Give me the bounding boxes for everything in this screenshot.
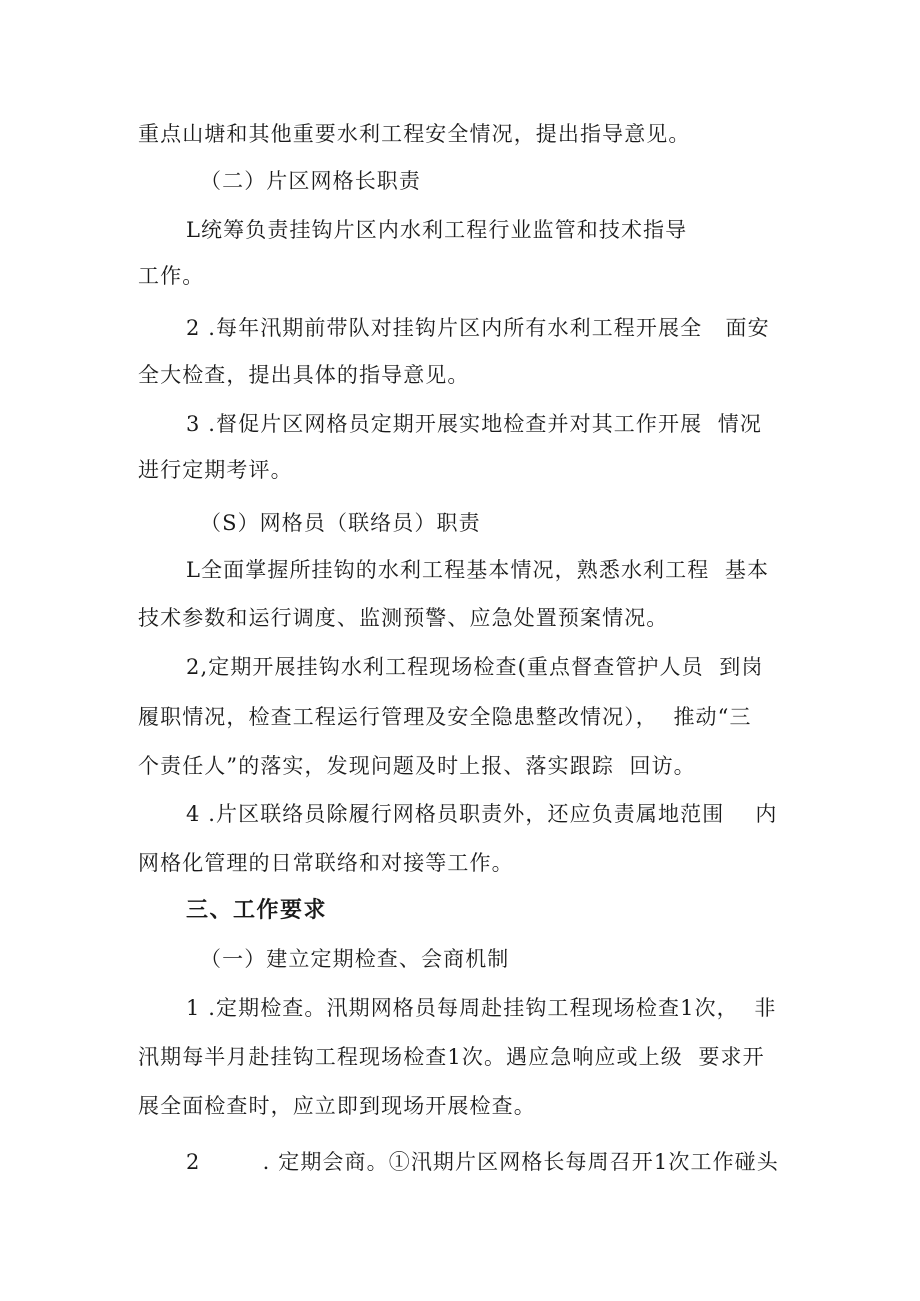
section-heading: 三、工作要求	[186, 898, 328, 923]
paragraph-line: 2 . 定期会商。①汛期片区网格长每周召开1次工作碰头	[186, 1150, 779, 1174]
section-subheading: （一）建立定期检查、会商机制	[200, 947, 510, 971]
paragraph-line: 全大检查，提出具体的指导意见。	[138, 363, 470, 387]
paragraph-line: 个责任人”的落实，发现问题及时上报、落实跟踪 回访。	[138, 754, 696, 778]
paragraph-line: 重点山塘和其他重要水利工程安全情况，提出指导意见。	[138, 122, 691, 146]
paragraph-line: 工作。	[138, 264, 205, 288]
paragraph-line: 4 .片区联络员除履行网格员职责外，还应负责属地范围 内	[186, 802, 778, 826]
paragraph-line: 技术参数和运行调度、监测预警、应急处置预案情况。	[138, 606, 669, 630]
section-subheading: （S）网格员（联络员）职责	[200, 511, 481, 535]
paragraph-line: 2 .每年汛期前带队对挂钩片区内所有水利工程开展全 面安	[186, 316, 770, 340]
paragraph-line: 进行定期考评。	[138, 458, 293, 482]
paragraph-line: L统筹负责挂钩片区内水利工程行业监管和技术指导	[186, 218, 688, 242]
paragraph-line: 1 .定期检查。汛期网格员每周赴挂钩工程现场检查1次， 非	[186, 996, 777, 1020]
paragraph-line: 2,定期开展挂钩水利工程现场检查(重点督查管护人员 到岗	[186, 655, 764, 679]
paragraph-line: 3 .督促片区网格员定期开展实地检查并对其工作开展 情况	[186, 412, 762, 436]
paragraph-line: 履职情况，检查工程运行管理及安全隐患整改情况）， 推动“三	[138, 705, 752, 729]
paragraph-line: 汛期每半月赴挂钩工程现场检查1次。遇应急响应或上级 要求开	[138, 1045, 765, 1069]
paragraph-line: L全面掌握所挂钩的水利工程基本情况，熟悉水利工程 基本	[186, 558, 770, 582]
paragraph-line: 展全面检查时，应立即到现场开展检查。	[138, 1094, 536, 1118]
paragraph-line: 网格化管理的日常联络和对接等工作。	[138, 851, 514, 875]
section-subheading: （二）片区网格长职责	[200, 169, 421, 193]
